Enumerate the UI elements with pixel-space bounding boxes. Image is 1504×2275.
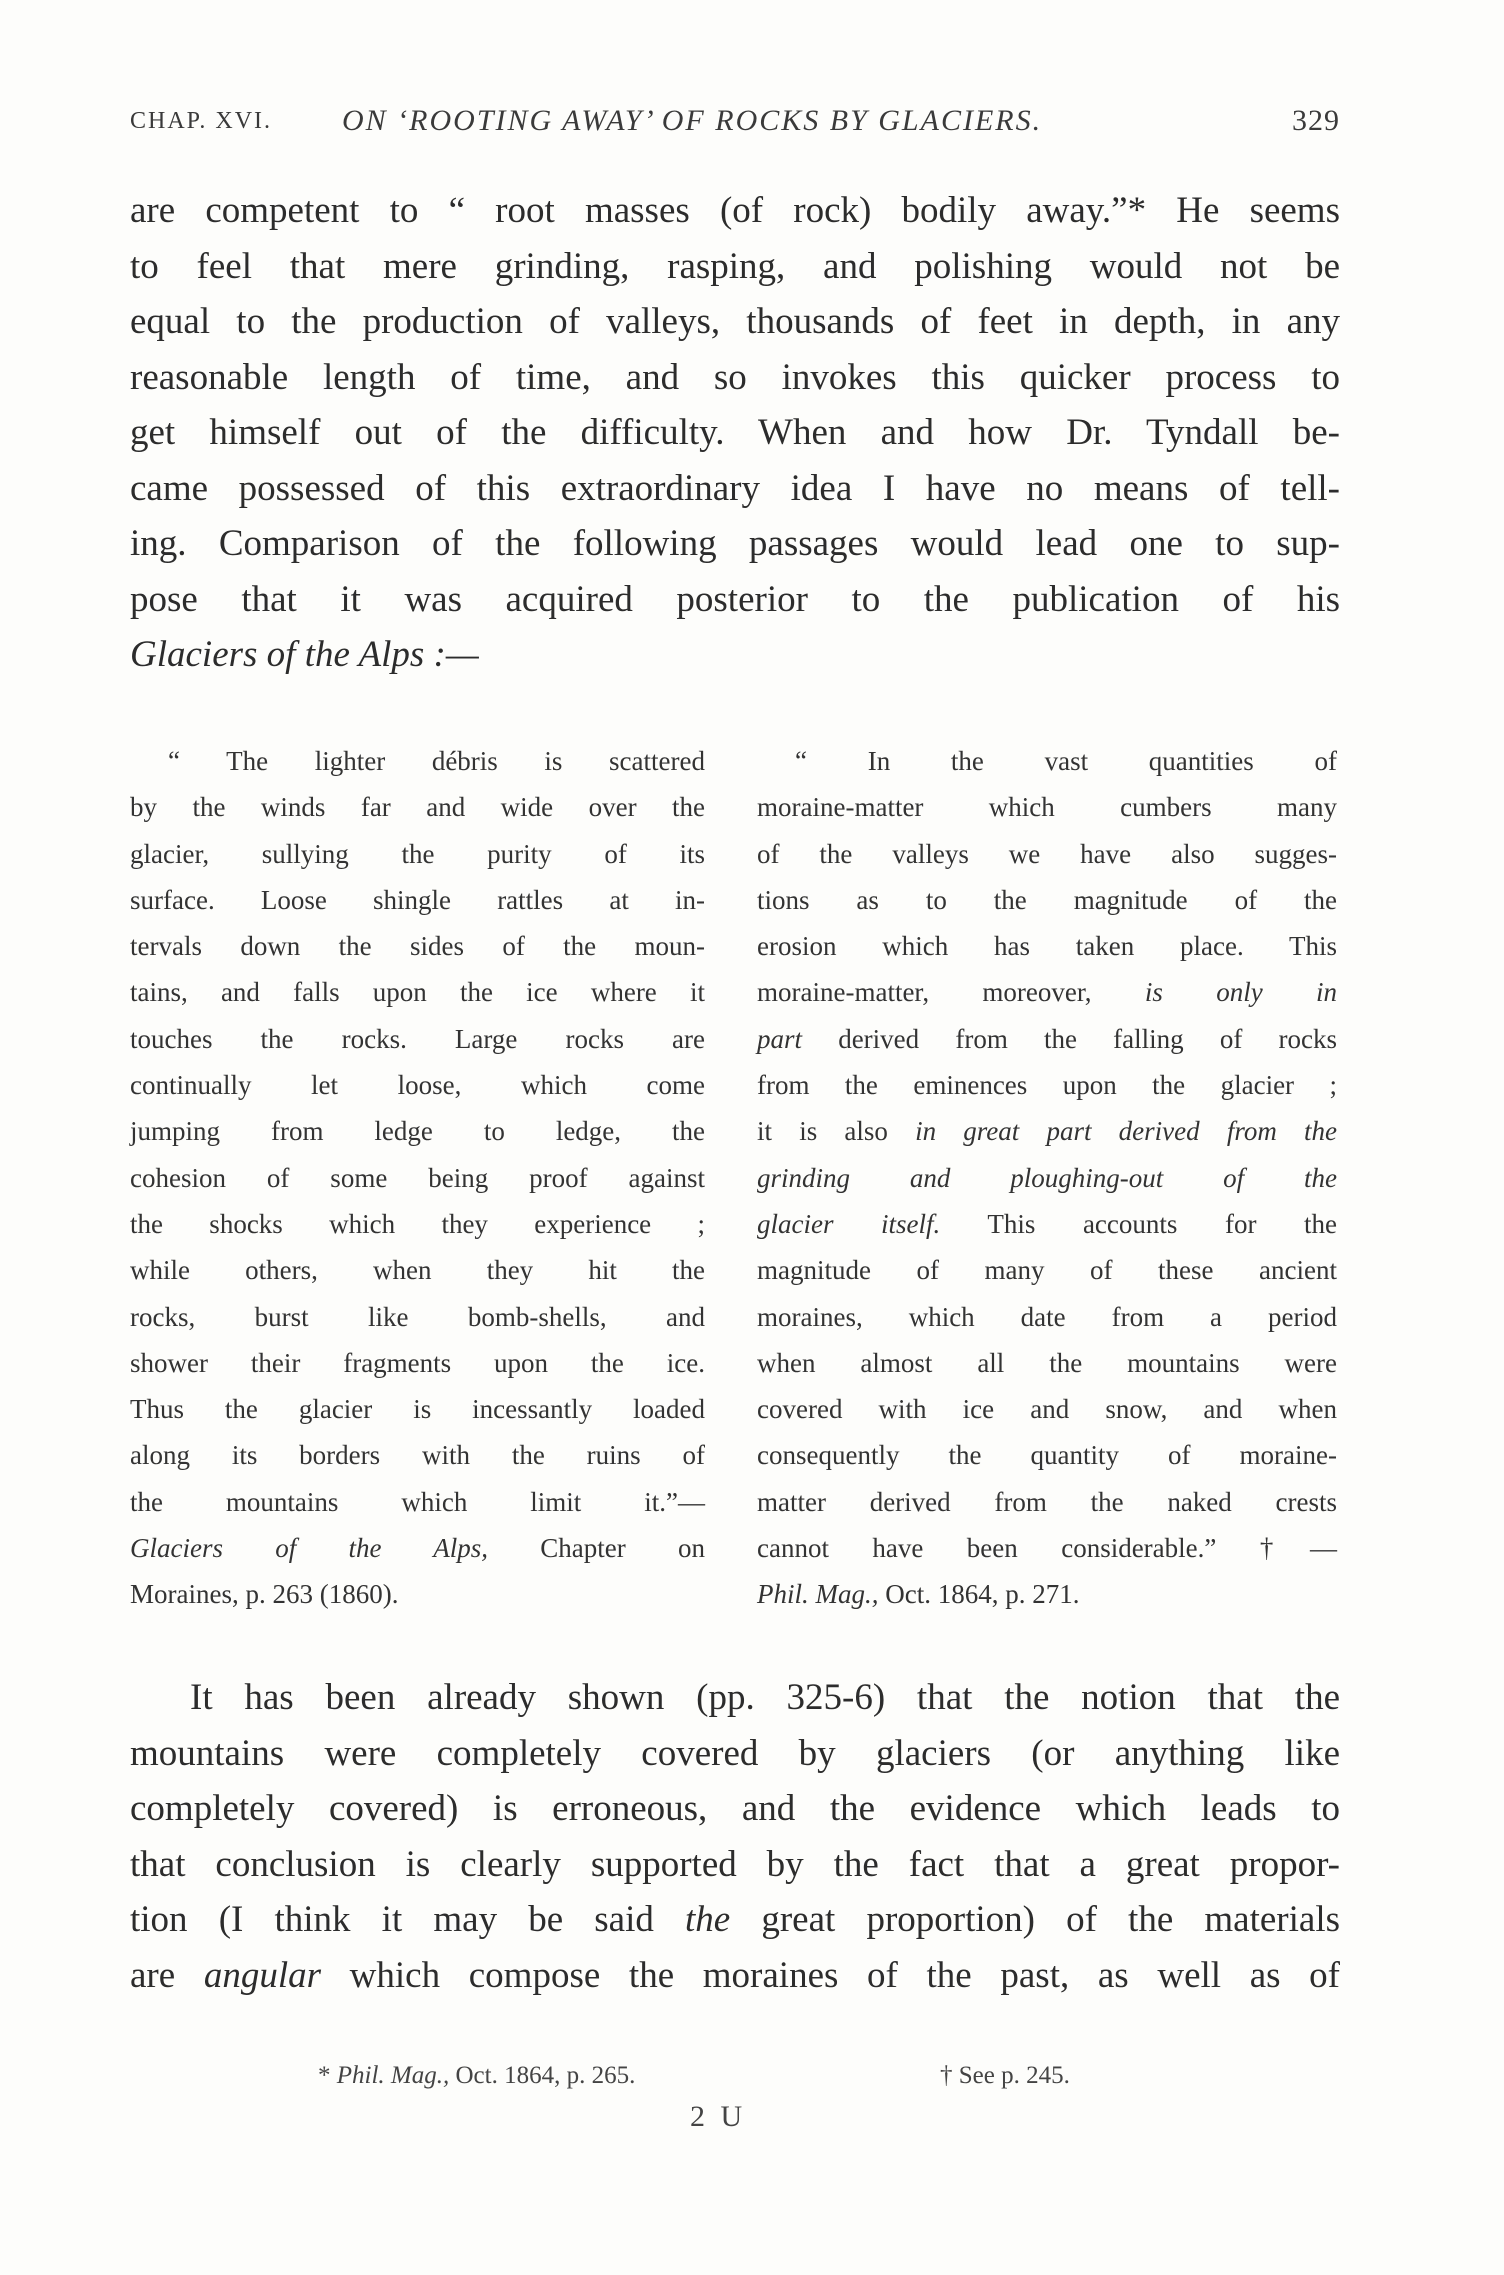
quote-line	[757, 1108, 1337, 1154]
italic-span: glacier itself.	[757, 1208, 941, 1239]
footnote-text: Oct. 1864, p. 265.	[455, 2062, 636, 2089]
text-span: moraine-matter, moreover,	[757, 977, 1092, 1008]
text-line: get himself out of the difficulty. When and how Dr. Tyndall be-	[130, 412, 1340, 453]
text-line: reasonable length of time, and so invokes this quicker process to	[130, 356, 1340, 398]
quote-line: erosion which has taken place. This	[757, 931, 1337, 962]
italic-span: part	[757, 1023, 803, 1054]
quote-line: jumping from ledge to ledge, the	[130, 1116, 705, 1147]
text-span: great proportion) of the materials	[761, 1899, 1341, 1940]
citation-title: Phil. Mag.,	[757, 1579, 879, 1610]
quote-right-column	[757, 738, 1337, 1618]
text-span: derived from the falling of rocks	[838, 1023, 1337, 1054]
citation-text: Chapter on	[540, 1533, 706, 1564]
quote-line: magnitude of many of these ancient	[757, 1255, 1337, 1286]
quote-line	[757, 969, 1337, 1015]
italic-span: in great part derived from the	[915, 1116, 1338, 1147]
citation-text: Oct. 1864, p. 271.	[885, 1579, 1080, 1610]
text-line: came possessed of this extraordinary idea I have no means of tell-	[130, 467, 1340, 509]
text-line: to feel that mere grinding, rasping, and polishing would not be	[130, 245, 1340, 287]
quote-line: of the valleys we have also sugges-	[757, 838, 1337, 869]
text-line	[130, 1948, 1340, 2004]
quote-line: shower their fragments upon the ice.	[130, 1347, 705, 1378]
quote-line: surface. Loose shingle rattles at in-	[130, 884, 705, 915]
text-span: are	[130, 1954, 176, 1996]
quote-line	[757, 1201, 1337, 1247]
quote-left-column	[130, 738, 705, 1618]
quote-line: tervals down the sides of the moun-	[130, 931, 705, 962]
footnote-2: † See p. 245.	[940, 2062, 1070, 2089]
text-line: that conclusion is clearly supported by the fact that a great propor-	[130, 1843, 1340, 1885]
quote-line: cohesion of some being proof against	[130, 1162, 705, 1193]
quote-line: cannot have been considerable.” †—	[757, 1533, 1337, 1564]
text-line: are competent to “ root masses (of rock) bodily away.”* He seems	[130, 190, 1340, 231]
page-number: 329	[1292, 104, 1340, 137]
text-span: tion (I think it may be said	[130, 1899, 654, 1940]
quote-citation-line	[130, 1525, 705, 1571]
quote-line: when almost all the mountains were	[757, 1347, 1337, 1378]
text-line	[130, 1892, 1340, 1948]
italic-span: angular	[203, 1954, 322, 1996]
footnote-mark: *	[318, 2062, 331, 2089]
text-span: This accounts for the	[987, 1208, 1337, 1239]
running-title: ON ‘ROOTING AWAY’ OF ROCKS BY GLACIERS.	[342, 104, 1043, 137]
footnote-source: Phil. Mag.,	[336, 2062, 450, 2089]
quote-line: by the winds far and wide over the	[130, 792, 705, 823]
quote-citation-line: Moraines, p. 263 (1860).	[130, 1579, 399, 1610]
italic-span: the	[685, 1899, 731, 1940]
running-header	[130, 104, 1340, 144]
quote-line: “ The lighter débris is scattered	[168, 746, 705, 776]
quote-line: moraines, which date from a period	[757, 1301, 1337, 1332]
text-line: completely covered) is erroneous, and the evidence which leads to	[130, 1788, 1340, 1829]
text-line: equal to the production of valleys, thousands of feet in depth, in any	[130, 301, 1340, 342]
quote-line: covered with ice and snow, and when	[757, 1394, 1337, 1425]
text-line-italic: Glaciers of the Alps :—	[130, 634, 479, 675]
text-span: it is also	[757, 1116, 888, 1147]
quote-line: consequently the quantity of moraine-	[757, 1440, 1337, 1471]
quote-line: rocks, burst like bomb-shells, and	[130, 1301, 705, 1332]
quote-line: the shocks which they experience ;	[130, 1208, 705, 1239]
quote-citation-line	[757, 1571, 1337, 1617]
citation-title: Glaciers of the Alps,	[130, 1533, 489, 1564]
quote-line-italic: grinding and ploughing-out of the	[757, 1162, 1337, 1193]
quote-line: matter derived from the naked crests	[757, 1486, 1337, 1517]
quote-line: glacier, sullying the purity of its	[130, 838, 705, 869]
footnote-1	[318, 2062, 635, 2090]
quote-line: touches the rocks. Large rocks are	[130, 1023, 705, 1054]
quote-line: tions as to the magnitude of the	[757, 884, 1337, 915]
paragraph-1	[130, 183, 1340, 683]
quote-line: Thus the glacier is incessantly loaded	[130, 1394, 705, 1425]
footnotes	[0, 2062, 1504, 2102]
quote-line: from the eminences upon the glacier ;	[757, 1070, 1337, 1101]
quote-line: “ In the vast quantities of	[795, 746, 1337, 776]
quote-line: along its borders with the ruins of	[130, 1440, 705, 1471]
quote-line: moraine-matter which cumbers many	[757, 792, 1337, 823]
quote-line: the mountains which limit it.”—	[130, 1486, 705, 1517]
text-line: pose that it was acquired posterior to the publication of his	[130, 578, 1340, 620]
text-line: mountains were completely covered by glaciers (or anything like	[130, 1732, 1340, 1774]
chapter-label: CHAP. XVI.	[130, 108, 273, 134]
signature-mark: 2 U	[690, 2100, 747, 2133]
quote-line: continually let loose, which come	[130, 1070, 705, 1101]
paragraph-2	[130, 1670, 1340, 2003]
text-span: which compose the moraines of the past, as well as of	[349, 1954, 1340, 1996]
quote-line: tains, and falls upon the ice where it	[130, 977, 705, 1008]
text-line: ing. Comparison of the following passages would lead one to sup-	[130, 523, 1340, 564]
quote-line: while others, when they hit the	[130, 1255, 705, 1286]
text-line: It has been already shown (pp. 325-6) that the notion that the	[190, 1677, 1340, 1718]
quote-line	[757, 1016, 1337, 1062]
italic-span: is only in	[1144, 977, 1337, 1008]
